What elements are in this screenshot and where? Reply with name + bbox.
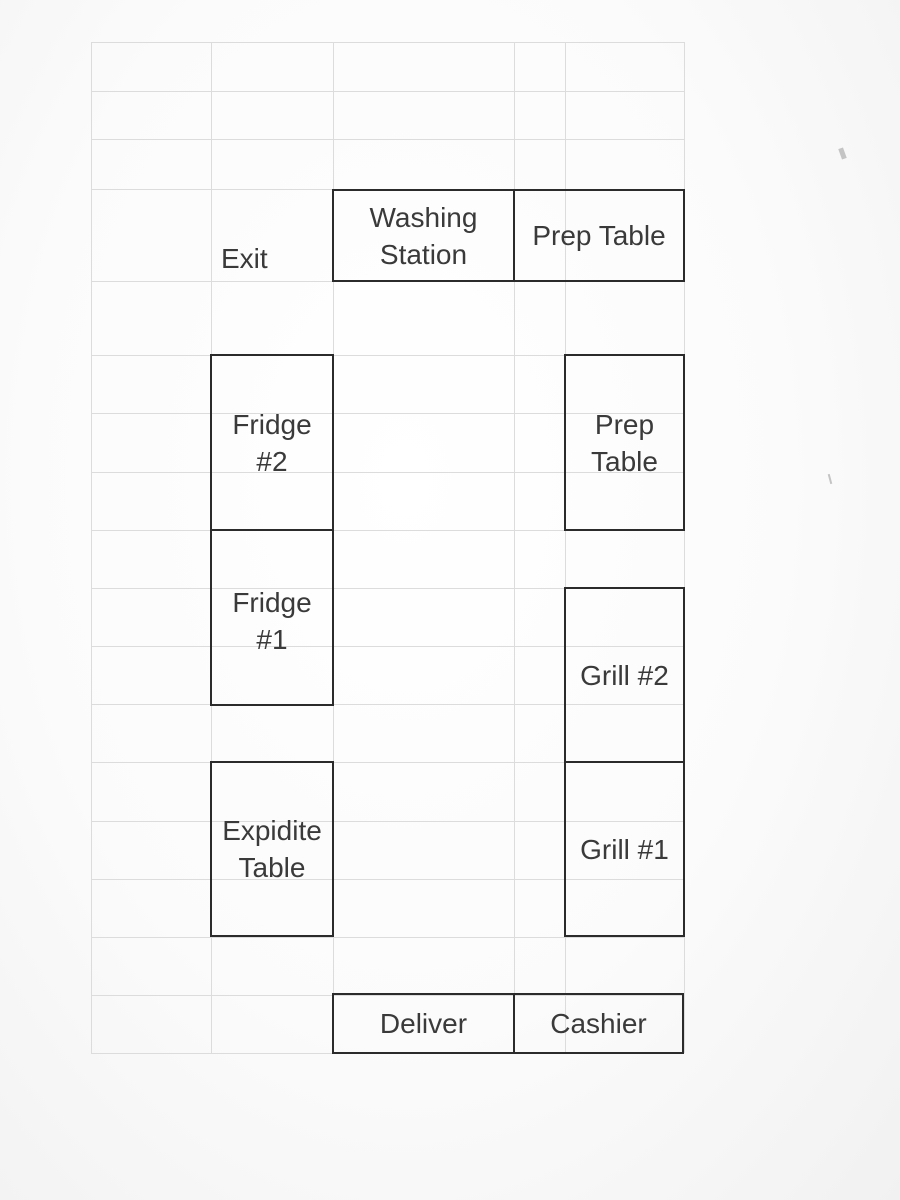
pencil-mark: [838, 147, 846, 159]
washing-station: Washing Station: [332, 189, 515, 282]
grid-line-horizontal: [91, 139, 684, 140]
expidite-table: Expidite Table: [210, 761, 334, 937]
grid-line-vertical: [91, 42, 92, 1053]
prep-table-right: Prep Table: [564, 354, 685, 531]
grid-line-horizontal: [91, 91, 684, 92]
prep-table-top: Prep Table: [513, 189, 685, 282]
grill-2: Grill #2: [564, 587, 685, 763]
fridge-2: Fridge #2: [210, 354, 334, 531]
pencil-mark: [828, 474, 833, 484]
grid-line-horizontal: [91, 937, 684, 938]
grill-1: Grill #1: [564, 761, 685, 937]
cashier-station: Cashier: [513, 993, 684, 1054]
deliver-station: Deliver: [332, 993, 515, 1054]
exit-label: Exit: [221, 243, 268, 274]
grid-line-horizontal: [91, 42, 684, 43]
fridge-1: Fridge #1: [210, 529, 334, 706]
